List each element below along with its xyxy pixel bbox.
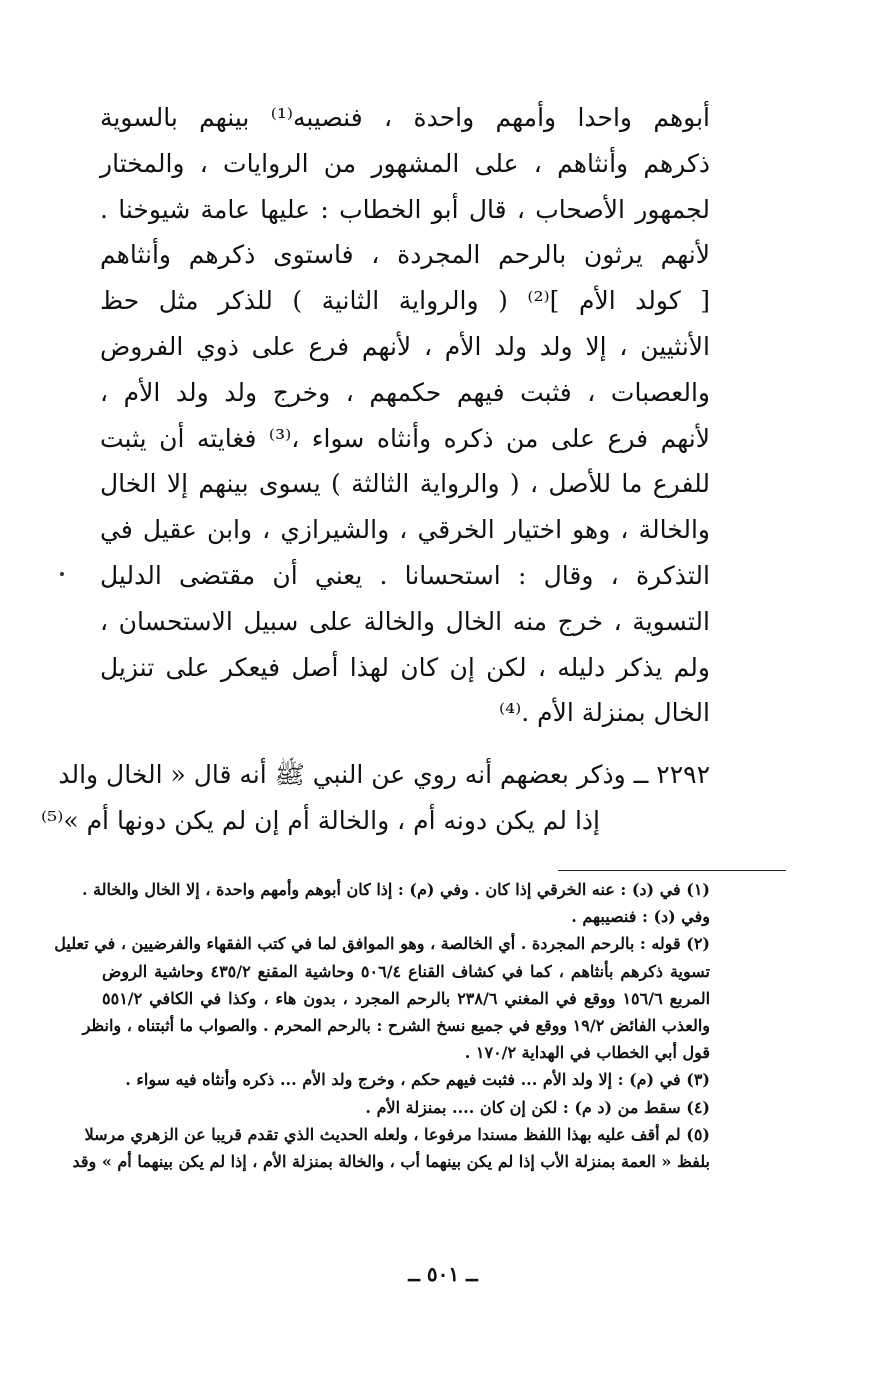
main-line: لأنهم يرثون بالرحم المجردة ، فاستوى ذكرهم وأنثاهم	[100, 240, 710, 270]
main-line: والخالة ، وهو اختيار الخرقي ، والشيرازي ، وابن عقيل في	[100, 515, 710, 545]
main-line: والعصبات ، فثبت فيهم حكمهم ، وخرج ولد ولد الأم ،	[100, 377, 710, 407]
numbered-entry-2292	[41, 752, 710, 844]
main-line: التذكرة ، وقال : استحسانا . يعني أن مقتضى الدليل	[100, 560, 710, 590]
footnote-line: تسوية ذكرهم بأنثاهم ، كما في كشاف القناع ٥٠٦/٤ وحاشية المقنع ٤٣٥/٢ وحاشية الروض	[102, 961, 711, 981]
main-line: الخال بمنزلة الأم .⁽⁴⁾	[498, 698, 710, 728]
footnote-line: (٤) سقط من (د م) : لكن إن كان .... بمنزلة الأم .	[365, 1097, 710, 1117]
footnote-line: (٢) قوله : بالرحم المجردة . أي الخالصة ، وهو الموافق لما في كتب الفقهاء والفرضيين ، في تعليل	[54, 934, 710, 954]
stray-mark	[60, 572, 64, 576]
footnote-separator	[558, 870, 786, 871]
footnote-line: (٣) في (م) : إلا ولد الأم ... فثبت فيهم حكم ، وخرج ولد الأم ... ذكره وأنثاه فيه سواء .	[125, 1070, 710, 1090]
main-line: للفرع ما للأصل ، ( والرواية الثالثة ) يسوى بينهم إلا الخال	[100, 469, 710, 499]
footnote-line: (٥) لم أقف عليه بهذا اللفظ مسندا مرفوعا ، ولعله الحديث الذي تقدم قريبا عن الزهري مرسلا	[84, 1124, 710, 1144]
footnote-line: بلفظ « العمة بمنزلة الأب إذا لم يكن بينهما أب ، والخالة بمنزلة الأم ، إذا لم يكن بينهما أم » وقد	[72, 1151, 710, 1171]
main-line: لأنهم فرع على من ذكره وأنثاه سواء ،⁽³⁾ فغايته أن يثبت	[100, 423, 710, 453]
footnote-line: والعذب الفائض ١٩/٢ ووقع في جميع نسخ الشرح : بالرحم المحرم . والصواب ما أثبتناه ، وانظر	[82, 1015, 710, 1035]
footnote-line: المربع ١٥٦/٦ ووقع في المغني ٢٣٨/٦ بالرحم المجرد ، بدون هاء ، وكذا في الكافي ٥٥١/٢	[102, 988, 711, 1008]
entry-line: ٢٢٩٢ ــ وذكر بعضهم أنه روي عن النبي ﷺ أنه قال « الخال والد	[58, 760, 710, 789]
footnote-line: (١) في (د) : عنه الخرقي إذا كان . وفي (م) : إذا كان أبوهم وأمهم واحدة ، إلا الخال والخالة .	[81, 880, 710, 899]
main-line: ذكرهم وأنثاهم ، على المشهور من الروايات ، والمختار	[100, 148, 710, 178]
footnote-line: قول أبي الخطاب في الهداية ١٧٠/٢ .	[464, 1043, 710, 1063]
main-line: الأنثيين ، إلا ولد ولد الأم ، لأنهم فرع على ذوي الفروض	[100, 331, 710, 361]
main-text-block	[100, 95, 710, 736]
footnote-line: وفي (د) : فنصيبهم .	[571, 907, 710, 927]
main-line: ولم يذكر دليله ، لكن إن كان لهذا أصل فيعكر على تنزيل	[100, 652, 710, 682]
main-line: التسوية ، خرج منه الخال والخالة على سبيل الاستحسان ،	[100, 606, 710, 636]
main-line: لجمهور الأصحاب ، قال أبو الخطاب : عليها عامة شيوخنا .	[100, 194, 710, 224]
page-number: ــ ٥٠١ ــ	[408, 1262, 478, 1286]
entry-line: إذا لم يكن دونه أم ، والخالة أم إن لم يكن دونها أم »⁽⁵⁾	[41, 806, 600, 835]
main-line: أبوهم واحدا وأمهم واحدة ، فنصيبه⁽¹⁾ بينهم بالسوية	[100, 103, 710, 132]
footnotes-block	[54, 876, 711, 1175]
main-line: [ كولد الأم ]⁽²⁾ ( والرواية الثانية ) للذكر مثل حظ	[100, 286, 710, 316]
